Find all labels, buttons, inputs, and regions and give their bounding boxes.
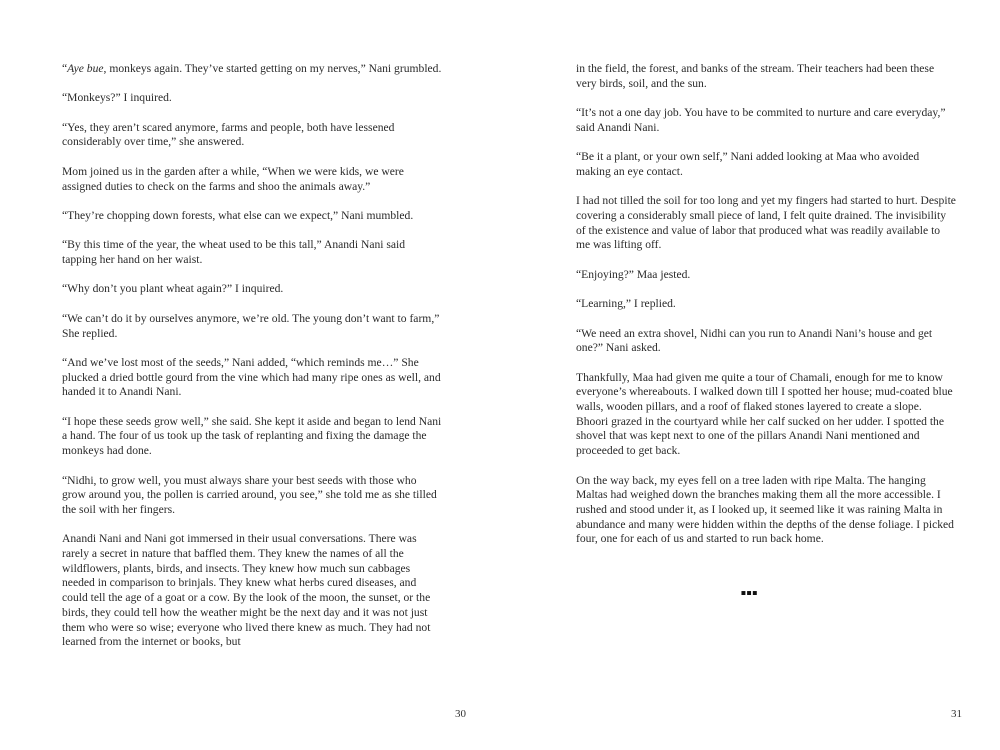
- paragraph: Mom joined us in the garden after a while, “When we were kids, we were assigned duties to check on the farms and shoo the animals away.”: [62, 164, 404, 193]
- paragraph: “We can’t do it by ourselves anymore, we’re old. The young don’t want to farm,” She replied.: [62, 311, 440, 340]
- paragraph: “Why don’t you plant wheat again?” I inquired.: [62, 282, 284, 296]
- left-page-text: [62, 62, 442, 665]
- page-number-right: 31: [951, 708, 962, 720]
- paragraph: On the way back, my eyes fell on a tree laden with ripe Malta. The hanging Maltas had weighed down the branches making them all the more accessible. I rushed and stood under it, as I looked up, it seemed like it was raining Malta in abundance and many were hidden within the depths of the dense foliage. I picked four, one for each of us and started to run back home.: [576, 473, 954, 546]
- paragraph: I had not tilled the soil for too long and yet my fingers had started to hurt. Despite covering a considerably small piece of land, I felt quite drained. The invisibility of the existence and value of labor that produced what was readily available to me was lifting off.: [576, 194, 956, 252]
- paragraph: in the field, the forest, and banks of the stream. Their teachers had been these very birds, soil, and the sun.: [576, 62, 935, 90]
- paragraph: “It’s not a one day job. You have to be commited to nurture and care everyday,” said Anandi Nani.: [576, 106, 946, 134]
- page-number-left: 30: [455, 708, 466, 720]
- paragraph: “By this time of the year, the wheat used to be this tall,” Anandi Nani said tapping her hand on her waist.: [62, 238, 406, 267]
- paragraph: “Yes, they aren’t scared anymore, farms and people, both have lessened considerably over time,” she answered.: [62, 120, 395, 149]
- paragraph: “And we’ve lost most of the seeds,” Nani added, “which reminds me…” She plucked a dried bottle gourd from the vine which had many ripe ones as well, and handed it to Anandi Nani.: [62, 355, 441, 399]
- paragraph-text: , monkeys again. They’ve started getting on my nerves,” Nani grumbled.: [103, 62, 442, 75]
- italic-exclamation: Aye bue: [67, 62, 104, 75]
- paragraph: “I hope these seeds grow well,” she said. She kept it aside and began to lend Nani a hand. The four of us took up the task of replanting and fixing the damage the monkeys had done.: [62, 414, 442, 458]
- paragraph: Thankfully, Maa had given me quite a tour of Chamali, enough for me to know everyone’s whereabouts. I walked down till I spotted her house; mud-coated blue walls, wooden pillars, and a roof of flaked stones layered to create a slope. Bhoori grazed in the courtyard while her calf sucked on her udder. I spotted the shovel that was kept next to one of the pillars Anandi Nani mentioned and proceeded to get back.: [576, 370, 953, 458]
- paragraph: “Be it a plant, or your own self,” Nani added looking at Maa who avoided making an eye contact.: [576, 150, 920, 178]
- paragraph: “Nidhi, to grow well, you must always share your best seeds with those who grow around you, the pollen is carried around, you see,” she told me as she tilled the soil with her fingers.: [62, 473, 437, 516]
- right-page-text: [576, 62, 956, 562]
- paragraph: “They’re chopping down forests, what else can we expect,” Nani mumbled.: [62, 208, 414, 222]
- paragraph: “Monkeys?” I inquired.: [62, 91, 172, 105]
- paragraph: “We need an extra shovel, Nidhi can you run to Anandi Nani’s house and get one?” Nani asked.: [576, 326, 933, 355]
- right-page: [500, 0, 1000, 750]
- paragraph: “Enjoying?” Maa jested.: [576, 267, 691, 281]
- section-break-ornament: ▪▪▪: [740, 585, 758, 602]
- paragraph: “Learning,” I replied.: [576, 297, 676, 311]
- paragraph: “Aye bue, monkeys again. They’ve started getting on my nerves,” Nani grumbled.: [62, 62, 442, 75]
- paragraph: Anandi Nani and Nani got immersed in their usual conversations. There was rarely a secret in nature that baffled them. They knew the names of all the wildflowers, plants, birds, and insects. They knew how much sun cabbages needed in comparison to brinjals. They knew what herbs cured diseases, and could tell the age of a goat or a cow. By the look of the moon, the sunset, or the birds, they could tell how the weather might be the next day and it was not just them who were so wise; everyone who lived there knew as much. They had not learned from the internet or books, but: [62, 532, 431, 649]
